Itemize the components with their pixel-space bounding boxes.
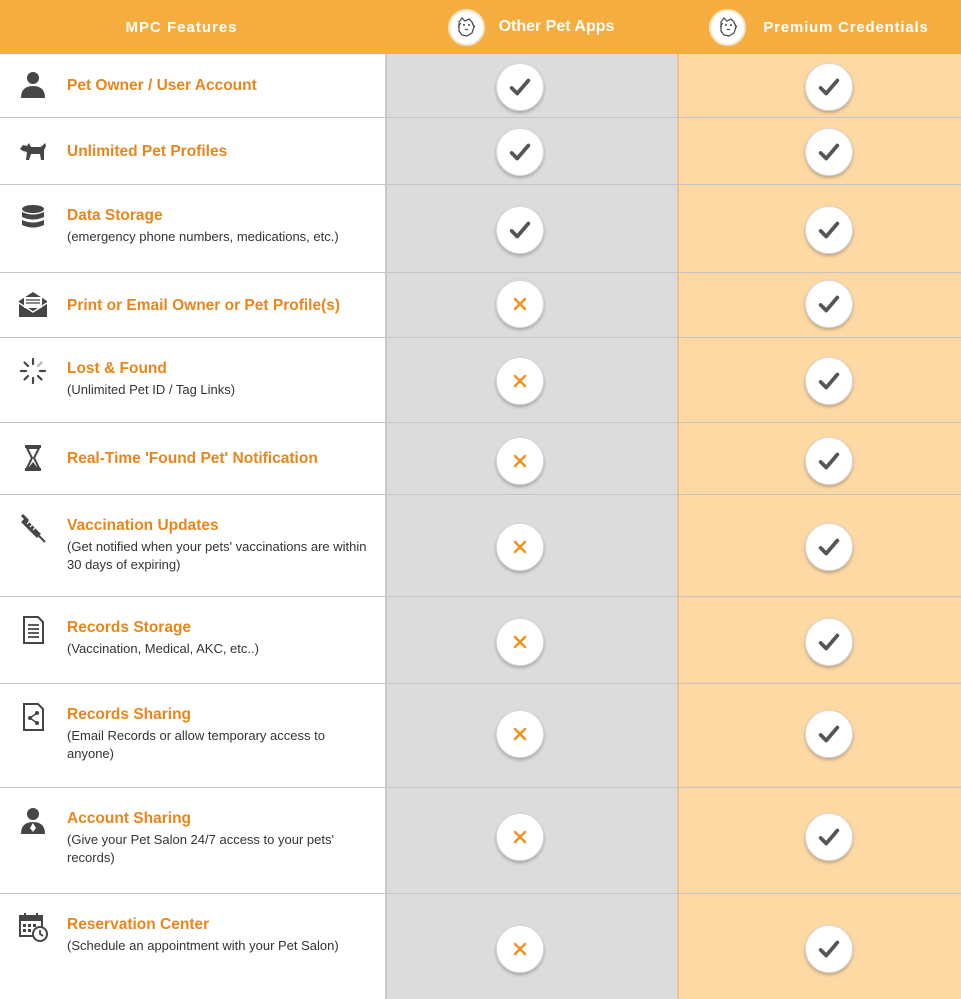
table-row bbox=[0, 894, 961, 999]
feature-subtitle: (Unlimited Pet ID / Tag Links) bbox=[67, 382, 236, 397]
dog-icon bbox=[17, 135, 49, 167]
check-icon bbox=[805, 206, 853, 254]
check-icon bbox=[805, 437, 853, 485]
feature-text bbox=[67, 449, 367, 469]
header-mpc-features-label: MPC Features bbox=[125, 18, 238, 36]
table-row bbox=[0, 118, 961, 185]
cross-icon bbox=[496, 925, 544, 973]
feature-text bbox=[67, 915, 367, 955]
feature-text bbox=[67, 296, 367, 316]
cross-icon bbox=[496, 523, 544, 571]
check-icon bbox=[805, 618, 853, 666]
feature-title: Print or Email Owner or Pet Profile(s) bbox=[67, 296, 341, 314]
feature-subtitle: (Vaccination, Medical, AKC, etc..) bbox=[67, 641, 259, 656]
check-icon bbox=[805, 813, 853, 861]
user-icon bbox=[17, 69, 49, 101]
document-icon bbox=[17, 614, 49, 646]
cross-icon bbox=[496, 437, 544, 485]
feature-subtitle: (Get notified when your pets' vaccinations are within 30 days of expiring) bbox=[67, 539, 367, 572]
feature-title: Pet Owner / User Account bbox=[67, 77, 257, 94]
table-row bbox=[0, 54, 961, 118]
cross-icon bbox=[496, 710, 544, 758]
feature-title: Unlimited Pet Profiles bbox=[67, 142, 228, 160]
header-other-pet-apps-label: Other Pet Apps bbox=[498, 18, 615, 35]
header-premium-credentials-label: Premium Credentials bbox=[763, 18, 929, 36]
envelope-icon bbox=[17, 289, 49, 321]
table-row bbox=[0, 495, 961, 597]
cross-icon bbox=[496, 618, 544, 666]
syringe-icon bbox=[17, 512, 49, 544]
feature-subtitle: (Schedule an appointment with your Pet Salon) bbox=[67, 938, 339, 953]
calendar-clock-icon bbox=[17, 911, 49, 943]
feature-title: Vaccination Updates bbox=[67, 517, 219, 534]
table-row bbox=[0, 273, 961, 338]
feature-title: Lost & Found bbox=[67, 360, 167, 377]
feature-text bbox=[67, 76, 367, 96]
feature-text bbox=[67, 516, 367, 574]
feature-title: Account Sharing bbox=[67, 810, 192, 827]
check-icon bbox=[805, 357, 853, 405]
check-icon bbox=[496, 63, 544, 111]
feature-title: Records Sharing bbox=[67, 706, 192, 723]
header-other-pet-apps bbox=[385, 0, 677, 54]
table-row bbox=[0, 185, 961, 273]
cross-icon bbox=[496, 280, 544, 328]
feature-subtitle: (emergency phone numbers, medications, etc.) bbox=[67, 229, 339, 244]
check-icon bbox=[805, 710, 853, 758]
feature-text bbox=[67, 142, 367, 162]
header-mpc-features bbox=[0, 0, 385, 54]
dog-logo-icon bbox=[448, 9, 485, 46]
feature-text bbox=[67, 705, 367, 763]
table-header bbox=[0, 0, 961, 54]
feature-text bbox=[67, 809, 367, 867]
database-icon bbox=[17, 202, 49, 234]
feature-text bbox=[67, 618, 367, 658]
cross-icon bbox=[496, 813, 544, 861]
feature-text bbox=[67, 206, 367, 246]
feature-title: Data Storage bbox=[67, 207, 163, 224]
check-icon bbox=[805, 128, 853, 176]
feature-title: Records Storage bbox=[67, 619, 192, 636]
feature-subtitle: (Give your Pet Salon 24/7 access to your pets' records) bbox=[67, 832, 334, 865]
feature-text bbox=[67, 359, 367, 399]
feature-subtitle: (Email Records or allow temporary access to anyone) bbox=[67, 728, 325, 761]
check-icon bbox=[805, 925, 853, 973]
check-icon bbox=[805, 523, 853, 571]
check-icon bbox=[805, 63, 853, 111]
hourglass-icon bbox=[17, 442, 49, 474]
table-row bbox=[0, 597, 961, 684]
feature-title: Real-Time 'Found Pet' Notification bbox=[67, 450, 318, 467]
table-row bbox=[0, 338, 961, 423]
check-icon bbox=[496, 206, 544, 254]
check-icon bbox=[496, 128, 544, 176]
spinner-icon bbox=[17, 355, 49, 387]
feature-title: Reservation Center bbox=[67, 916, 210, 933]
table-row bbox=[0, 684, 961, 788]
dog-logo-icon bbox=[709, 9, 746, 46]
share-file-icon bbox=[17, 701, 49, 733]
header-premium-credentials bbox=[677, 0, 961, 54]
account-share-icon bbox=[17, 805, 49, 837]
cross-icon bbox=[496, 357, 544, 405]
table-row bbox=[0, 423, 961, 495]
check-icon bbox=[805, 280, 853, 328]
table-row bbox=[0, 788, 961, 894]
